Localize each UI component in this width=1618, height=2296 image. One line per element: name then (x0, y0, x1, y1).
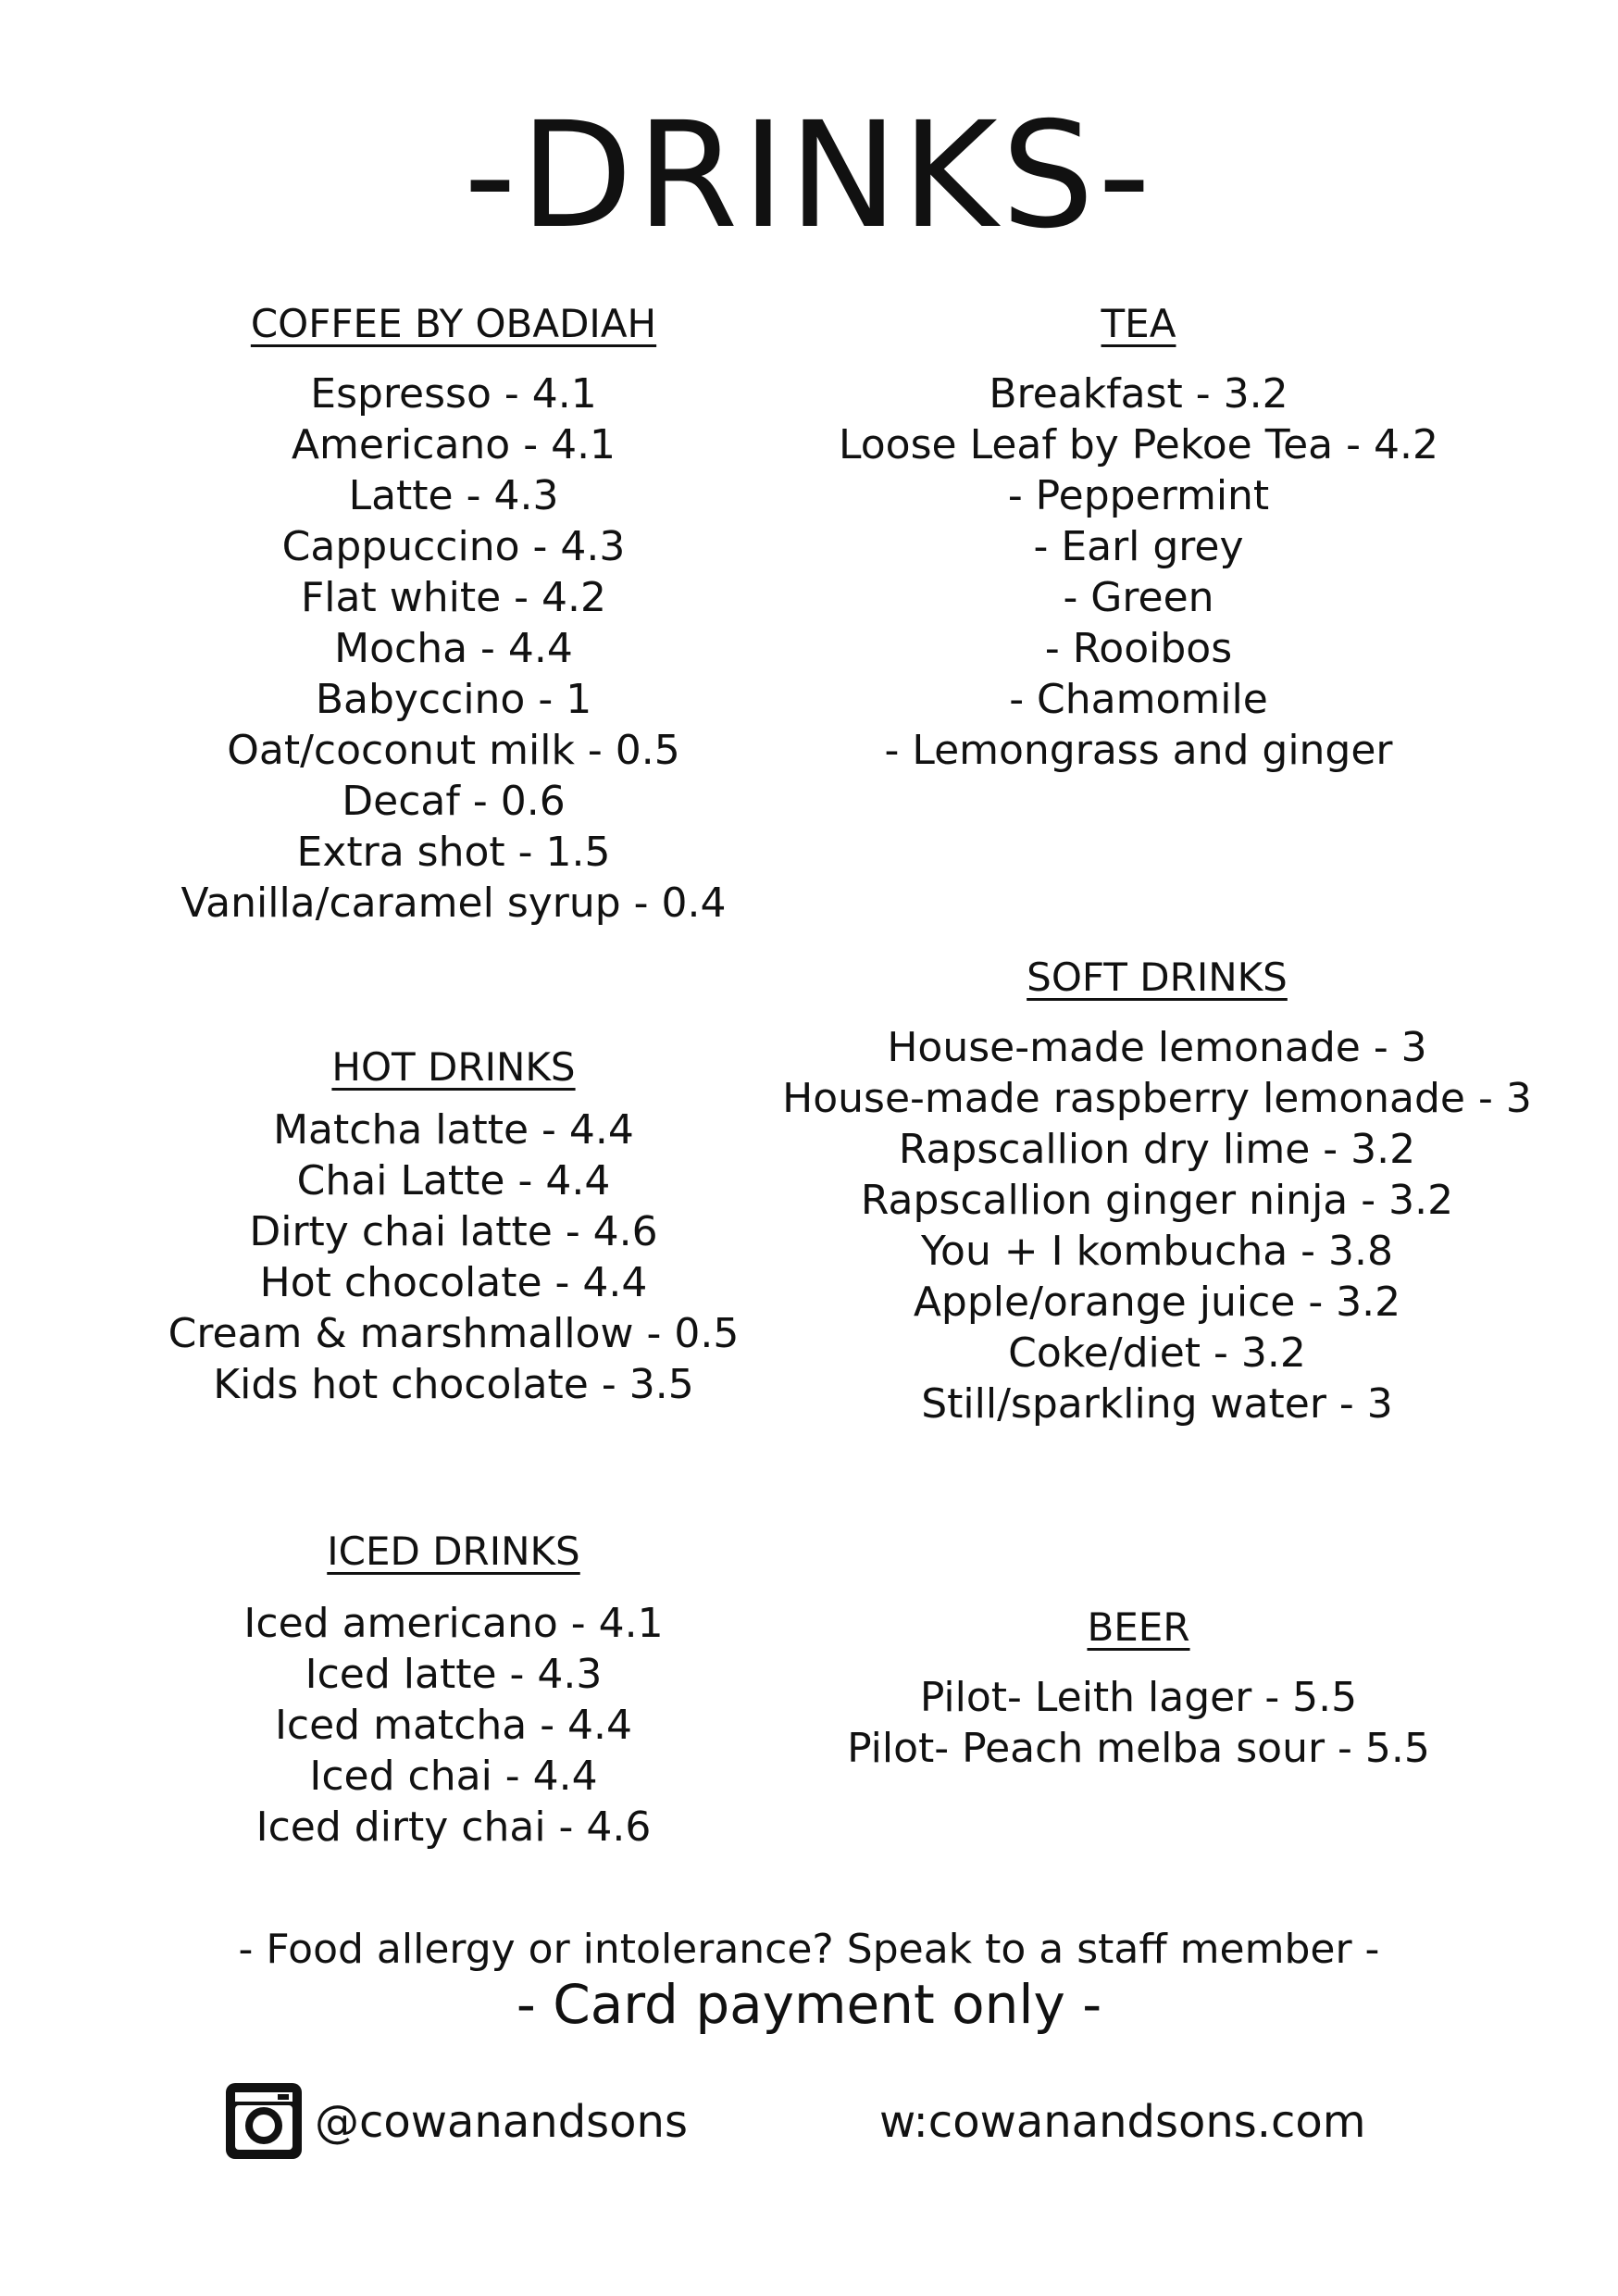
iced-drinks-section (130, 1526, 778, 1853)
tea-heading: TEA (1101, 301, 1176, 346)
menu-item: Extra shot - 1.5 (296, 829, 611, 876)
menu-item: - Chamomile (1009, 676, 1268, 723)
menu-item: Iced latte - 4.3 (305, 1651, 603, 1698)
menu-item: Apple/orange juice - 3.2 (913, 1279, 1401, 1326)
menu-item: - Peppermint (1007, 472, 1270, 519)
menu-item: House-made raspberry lemonade - 3 (782, 1075, 1532, 1122)
beer-section (815, 1602, 1462, 1774)
menu-item: Cappuccino - 4.3 (281, 523, 626, 570)
coffee-section (130, 298, 778, 929)
website-link[interactable]: w:cowanandsons.com (879, 2096, 1366, 2148)
menu-item: Oat/coconut milk - 0.5 (227, 727, 680, 774)
soft-drinks-section (759, 952, 1555, 1429)
menu-item: - Earl grey (1033, 523, 1244, 570)
menu-item: Vanilla/caramel syrup - 0.4 (180, 880, 727, 927)
payment-notice: - Card payment only - (516, 1973, 1102, 2036)
hot-drinks-list (130, 1104, 778, 1410)
menu-item: Babyccino - 1 (315, 676, 592, 723)
coffee-list (130, 368, 778, 929)
menu-item: Chai Latte - 4.4 (296, 1157, 611, 1204)
menu-item: Breakfast - 3.2 (989, 370, 1288, 418)
instagram-icon (224, 2081, 304, 2161)
menu-title: -DRINKS- (463, 91, 1155, 261)
tea-section (815, 298, 1462, 776)
menu-item: Americano - 4.1 (291, 421, 616, 468)
menu-item: - Rooibos (1044, 625, 1233, 672)
menu-item: Iced matcha - 4.4 (274, 1702, 633, 1749)
menu-item: Espresso - 4.1 (310, 370, 597, 418)
menu-item: House-made lemonade - 3 (887, 1024, 1427, 1071)
menu-item: Iced dirty chai - 4.6 (255, 1803, 652, 1851)
menu-item: Decaf - 0.6 (342, 778, 566, 825)
menu-item: Rapscallion ginger ninja - 3.2 (860, 1177, 1454, 1224)
menu-item: - Green (1063, 574, 1214, 621)
coffee-heading: COFFEE BY OBADIAH (250, 301, 657, 346)
iced-drinks-list (130, 1598, 778, 1853)
menu-item: Rapscallion dry lime - 3.2 (898, 1126, 1416, 1173)
beer-heading: BEER (1087, 1604, 1190, 1650)
tea-list (815, 368, 1462, 776)
hot-drinks-section (130, 1042, 778, 1410)
menu-item: Flat white - 4.2 (301, 574, 606, 621)
menu-item: Kids hot chocolate - 3.5 (213, 1361, 694, 1408)
menu-item: Iced chai - 4.4 (309, 1753, 598, 1800)
soft-drinks-heading: SOFT DRINKS (1027, 955, 1288, 1000)
menu-item: - Lemongrass and ginger (884, 727, 1393, 774)
menu-item: Latte - 4.3 (348, 472, 559, 519)
instagram-handle[interactable]: @cowanandsons (315, 2096, 688, 2148)
menu-item: Pilot- Leith lager - 5.5 (919, 1674, 1358, 1721)
menu-item: Mocha - 4.4 (334, 625, 573, 672)
hot-drinks-heading: HOT DRINKS (331, 1044, 576, 1090)
menu-item: Matcha latte - 4.4 (273, 1106, 634, 1154)
iced-drinks-heading: ICED DRINKS (327, 1529, 580, 1574)
menu-item: You + I kombucha - 3.8 (920, 1228, 1394, 1275)
menu-item: Dirty chai latte - 4.6 (249, 1208, 658, 1255)
menu-item: Cream & marshmallow - 0.5 (168, 1310, 740, 1357)
beer-list (815, 1672, 1462, 1774)
menu-item: Loose Leaf by Pekoe Tea - 4.2 (839, 421, 1438, 468)
menu-item: Pilot- Peach melba sour - 5.5 (847, 1725, 1430, 1772)
menu-item: Iced americano - 4.1 (243, 1600, 664, 1647)
menu-item: Still/sparkling water - 3 (921, 1380, 1393, 1428)
allergy-notice: - Food allergy or intolerance? Speak to a staff member - (238, 1926, 1380, 1973)
menu-item: Hot chocolate - 4.4 (259, 1259, 648, 1306)
soft-drinks-list (759, 1022, 1555, 1429)
menu-item: Coke/diet - 3.2 (1008, 1329, 1306, 1377)
